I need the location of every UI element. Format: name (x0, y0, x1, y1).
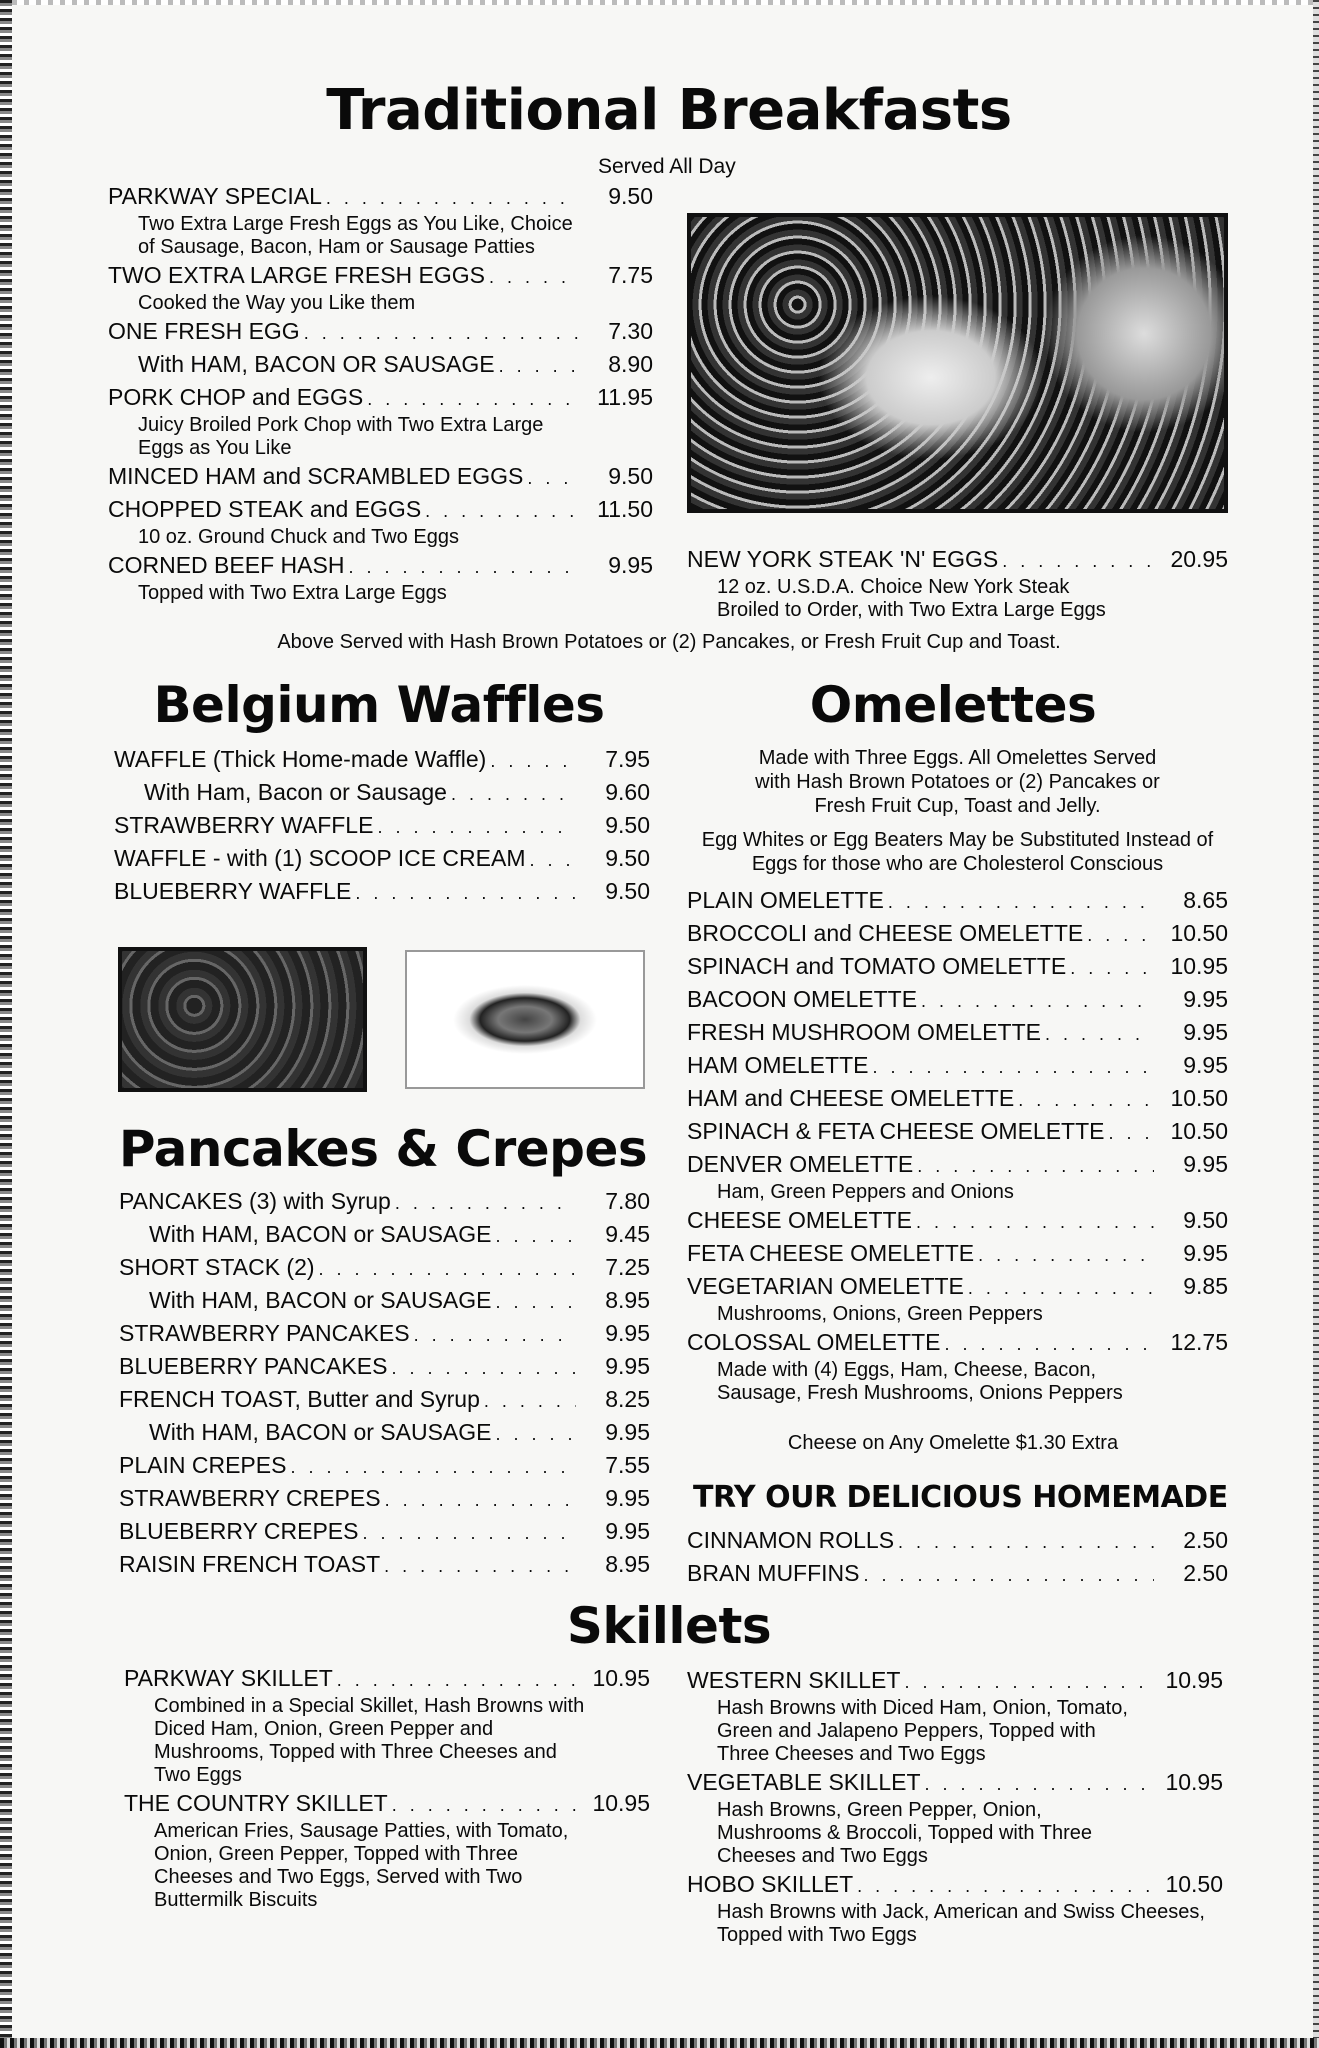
menu-item-name: HOBO SKILLET (687, 1871, 854, 1897)
dot-leader (925, 1768, 1149, 1801)
menu-item-price: 11.50 (597, 496, 653, 522)
menu-item-name: STRAWBERRY WAFFLE (114, 812, 374, 838)
omelettes-substitute-note: Eggs for those who are Cholesterol Conscious (751, 853, 1164, 875)
dot-leader (348, 551, 579, 584)
menu-item-price: 9.85 (1183, 1273, 1228, 1299)
menu-item (687, 1237, 1228, 1270)
menu-item-price: 9.50 (1183, 1207, 1228, 1233)
menu-item (119, 1317, 650, 1350)
menu-item-row (114, 809, 650, 842)
menu-item-price: 7.75 (608, 262, 653, 288)
menu-item (119, 1185, 650, 1218)
menu-item-price: 9.95 (605, 1485, 650, 1511)
menu-item-name: BLUEBERRY WAFFLE (114, 878, 352, 904)
menu-item (687, 1082, 1228, 1115)
dot-leader (484, 1385, 576, 1418)
menu-item-row (687, 1204, 1228, 1237)
menu-item-name: With HAM, BACON or SAUSAGE (149, 1287, 492, 1313)
menu-item-description: 12 oz. U.S.D.A. Choice New York Steak (717, 576, 1070, 598)
menu-item-name: DENVER OMELETTE (687, 1151, 914, 1177)
dot-leader (391, 1352, 576, 1385)
menu-item-name: SHORT STACK (2) (119, 1254, 315, 1280)
menu-item-price: 12.75 (1170, 1329, 1228, 1355)
menu-item-description: Hash Browns with Jack, American and Swiss Cheeses, (717, 1901, 1205, 1923)
omelettes-intro (687, 746, 1228, 876)
menu-item-description: Mushrooms, Topped with Three Cheeses and (154, 1741, 557, 1763)
menu-item-name: TWO EXTRA LARGE FRESH EGGS (108, 262, 486, 288)
menu-item-name: With HAM, BACON OR SAUSAGE (138, 351, 495, 377)
breakfasts-right-list (687, 543, 1228, 622)
menu-item-name: FRESH MUSHROOM OMELETTE (687, 1019, 1041, 1045)
menu-item (687, 1766, 1223, 1868)
menu-item (114, 776, 650, 809)
dot-leader (921, 985, 1154, 1018)
menu-item-row (114, 743, 650, 776)
menu-item-row (687, 1557, 1228, 1590)
menu-item-price: 9.95 (605, 1353, 650, 1379)
menu-item-row (124, 1662, 650, 1695)
menu-item-row (119, 1449, 650, 1482)
menu-item-price: 10.95 (1170, 953, 1228, 979)
menu-item-price: 10.95 (1165, 1769, 1223, 1795)
menu-item (687, 543, 1228, 622)
skillets-right-list (687, 1664, 1223, 1947)
dot-leader (857, 1870, 1149, 1903)
menu-item-name: NEW YORK STEAK 'N' EGGS (687, 546, 999, 572)
menu-item-name: ONE FRESH EGG (108, 318, 300, 344)
menu-item (119, 1515, 650, 1548)
menu-item-row (119, 1416, 650, 1449)
menu-item-price: 7.80 (605, 1188, 650, 1214)
menu-item-price: 9.95 (608, 552, 653, 578)
menu-item-name: FETA CHEESE OMELETTE (687, 1240, 975, 1266)
page-edge-top (0, 0, 1319, 5)
dot-leader (527, 462, 579, 495)
dot-leader (1002, 545, 1154, 578)
menu-item-row (687, 1868, 1223, 1901)
menu-item (687, 1049, 1228, 1082)
dot-leader (530, 844, 577, 877)
menu-item-row (687, 543, 1228, 576)
menu-item-description: Cheeses and Two Eggs (717, 1845, 928, 1867)
menu-item (119, 1251, 650, 1284)
menu-item (119, 1416, 650, 1449)
menu-item-description: Juicy Broiled Pork Chop with Two Extra Large (138, 414, 544, 436)
menu-item-name: STRAWBERRY PANCAKES (119, 1320, 410, 1346)
menu-item-description: Hash Browns with Diced Ham, Onion, Tomato, (717, 1697, 1128, 1719)
dot-leader (1045, 1018, 1154, 1051)
waffles-title: Belgium Waffles (153, 676, 605, 734)
menu-item-price: 2.50 (1183, 1527, 1228, 1553)
dot-leader (496, 1418, 576, 1451)
menu-item-row (687, 1766, 1223, 1799)
dot-leader (319, 1253, 576, 1286)
waffle-photo (118, 947, 367, 1092)
menu-item (108, 259, 653, 315)
menu-item-description: Combined in a Special Skillet, Hash Browns with (154, 1695, 585, 1717)
menu-item (119, 1548, 650, 1581)
menu-item-name: BRAN MUFFINS (687, 1560, 860, 1586)
menu-item-name: VEGETABLE SKILLET (687, 1769, 921, 1795)
dot-leader (1070, 952, 1154, 985)
menu-item (114, 809, 650, 842)
menu-item-name: WESTERN SKILLET (687, 1667, 901, 1693)
menu-item-price: 9.50 (605, 878, 650, 904)
menu-item-row (119, 1383, 650, 1416)
menu-item-price: 10.50 (1170, 920, 1228, 946)
menu-item-row (114, 776, 650, 809)
menu-item-name: SPINACH and TOMATO OMELETTE (687, 953, 1067, 979)
menu-item-price: 7.25 (605, 1254, 650, 1280)
menu-item-row (114, 842, 650, 875)
menu-item-description: Diced Ham, Onion, Green Pepper and (154, 1718, 494, 1740)
menu-item (124, 1662, 650, 1787)
menu-item (108, 460, 653, 493)
dot-leader (451, 778, 576, 811)
menu-item-row (687, 1016, 1228, 1049)
menu-item-name: FRENCH TOAST, Butter and Syrup (119, 1386, 480, 1412)
menu-item-description: Eggs as You Like (138, 437, 292, 459)
menu-item-price: 9.50 (608, 183, 653, 209)
dot-leader (490, 745, 576, 778)
menu-item-name: CINNAMON ROLLS (687, 1527, 895, 1553)
menu-item-price: 9.95 (1183, 1151, 1228, 1177)
dot-leader (1018, 1084, 1154, 1117)
dot-leader (917, 1150, 1154, 1183)
menu-item-row (108, 180, 653, 213)
menu-item-row (687, 917, 1228, 950)
menu-item-name: MINCED HAM and SCRAMBLED EGGS (108, 463, 524, 489)
menu-item-price: 9.50 (608, 463, 653, 489)
menu-item-price: 8.95 (605, 1551, 650, 1577)
menu-item (114, 875, 650, 908)
omelettes-cheese-note: Cheese on Any Omelette $1.30 Extra (787, 1432, 1119, 1454)
menu-item-price: 7.30 (608, 318, 653, 344)
breakfasts-title: Traditional Breakfasts (326, 78, 1012, 143)
dot-leader (864, 1559, 1155, 1592)
dot-leader (496, 1220, 576, 1253)
menu-item-name: PORK CHOP and EGGS (108, 384, 364, 410)
menu-item-row (119, 1251, 650, 1284)
dot-leader (304, 317, 579, 350)
menu-item-price: 10.50 (1165, 1871, 1223, 1897)
menu-item-price: 8.65 (1183, 887, 1228, 913)
menu-item (119, 1482, 650, 1515)
menu-item (687, 1557, 1228, 1590)
menu-item (687, 1270, 1228, 1326)
menu-item (687, 884, 1228, 917)
menu-item (114, 743, 650, 776)
dot-leader (367, 383, 579, 416)
omelettes-list (687, 884, 1228, 1405)
dot-leader (968, 1272, 1154, 1305)
menu-item (687, 950, 1228, 983)
menu-item (687, 1868, 1223, 1947)
omelettes-substitute-note: Egg Whites or Egg Beaters May be Substituted Instead of (701, 829, 1214, 851)
menu-item-price: 10.95 (1165, 1667, 1223, 1693)
menu-item-price: 10.50 (1170, 1118, 1228, 1144)
dot-leader (290, 1451, 576, 1484)
breakfasts-left-list (108, 180, 653, 605)
page-edge-left (0, 0, 12, 2048)
menu-item-description: Cooked the Way you Like them (138, 292, 416, 314)
menu-item (108, 381, 653, 460)
menu-item-description: Topped with Two Extra Large Eggs (138, 582, 447, 604)
menu-item-name: PLAIN CREPES (119, 1452, 287, 1478)
menu-item-description: Mushrooms & Broccoli, Topped with Three (717, 1822, 1092, 1844)
breakfasts-note: Above Served with Hash Brown Potatoes or (2) Pancakes, or Fresh Fruit Cup and Toast. (277, 631, 1061, 653)
menu-item-name: THE COUNTRY SKILLET (124, 1790, 388, 1816)
menu-item (687, 1326, 1228, 1405)
skillets-title: Skillets (566, 1597, 772, 1655)
omelettes-title: Omelettes (809, 676, 1097, 734)
menu-item-name: VEGETARIAN OMELETTE (687, 1273, 964, 1299)
menu-item-price: 9.50 (605, 812, 650, 838)
menu-item-row (119, 1482, 650, 1515)
menu-item-description: Buttermilk Biscuits (154, 1889, 318, 1911)
menu-item-name: SPINACH & FETA CHEESE OMELETTE (687, 1118, 1105, 1144)
menu-item-name: CHEESE OMELETTE (687, 1207, 912, 1233)
menu-item-name: PARKWAY SKILLET (124, 1665, 333, 1691)
dot-leader (355, 877, 576, 910)
menu-item-row (687, 884, 1228, 917)
dot-leader (377, 811, 576, 844)
menu-item-row (119, 1185, 650, 1218)
menu-item-price: 9.60 (605, 779, 650, 805)
menu-item-row (119, 1218, 650, 1251)
menu-item-row (119, 1317, 650, 1350)
menu-item-row (687, 1326, 1228, 1359)
homemade-list (687, 1524, 1228, 1590)
menu-item-row (119, 1284, 650, 1317)
menu-item-description: Ham, Green Peppers and Onions (717, 1181, 1014, 1203)
menu-item-description: Onion, Green Pepper, Topped with Three (154, 1843, 518, 1865)
dot-leader (385, 1484, 576, 1517)
menu-item (119, 1218, 650, 1251)
menu-item-price: 9.95 (1183, 1240, 1228, 1266)
menu-item-row (119, 1515, 650, 1548)
menu-item-price: 9.95 (605, 1518, 650, 1544)
menu-item-row (108, 348, 653, 381)
menu-item-price: 9.95 (605, 1419, 650, 1445)
menu-item (108, 315, 653, 348)
menu-item (687, 983, 1228, 1016)
menu-item-name: RAISIN FRENCH TOAST (119, 1551, 381, 1577)
menu-item (119, 1449, 650, 1482)
menu-item-description: Green and Jalapeno Peppers, Topped with (717, 1720, 1096, 1742)
menu-item-row (108, 549, 653, 582)
dot-leader (978, 1239, 1154, 1272)
menu-item-description: of Sausage, Bacon, Ham or Sausage Patties (138, 236, 535, 258)
menu-item-name: BACOON OMELETTE (687, 986, 918, 1012)
menu-item-name: With Ham, Bacon or Sausage (144, 779, 447, 805)
menu-item-row (687, 1237, 1228, 1270)
menu-item-row (108, 460, 653, 493)
menu-item-name: HAM OMELETTE (687, 1052, 869, 1078)
menu-item-description: Made with (4) Eggs, Ham, Cheese, Bacon, (717, 1359, 1097, 1381)
dot-leader (888, 886, 1154, 919)
menu-item (108, 348, 653, 381)
menu-item-description: Hash Browns, Green Pepper, Onion, (717, 1799, 1042, 1821)
menu-item-row (119, 1548, 650, 1581)
dot-leader (392, 1789, 576, 1822)
menu-item-description: Three Cheeses and Two Eggs (717, 1743, 986, 1765)
menu-item-row (687, 1270, 1228, 1303)
omelettes-intro-line: Fresh Fruit Cup, Toast and Jelly. (814, 795, 1101, 817)
menu-item (687, 917, 1228, 950)
menu-item-price: 9.95 (605, 1320, 650, 1346)
menu-item-price: 2.50 (1183, 1560, 1228, 1586)
menu-item-row (687, 1524, 1228, 1557)
menu-item-row (108, 315, 653, 348)
menu-item-price: 20.95 (1170, 546, 1228, 572)
pancakes-list (119, 1185, 650, 1581)
dot-leader (945, 1328, 1155, 1361)
dot-leader (384, 1550, 576, 1583)
pancake-photo (405, 950, 645, 1089)
dot-leader (499, 350, 579, 383)
menu-item-row (687, 983, 1228, 1016)
menu-item-price: 7.55 (605, 1452, 650, 1478)
homemade-title: TRY OUR DELICIOUS HOMEMADE (693, 1480, 1228, 1515)
menu-item-name: BLUEBERRY PANCAKES (119, 1353, 388, 1379)
menu-item-description: Two Extra Large Fresh Eggs as You Like, Choice (138, 213, 573, 235)
menu-item (124, 1787, 650, 1912)
breakfast-photo (687, 213, 1228, 513)
dot-leader (904, 1666, 1149, 1699)
menu-item-row (108, 259, 653, 292)
menu-item-name: PLAIN OMELETTE (687, 887, 884, 913)
menu-item-name: HAM and CHEESE OMELETTE (687, 1085, 1015, 1111)
dot-leader (1087, 919, 1154, 952)
menu-item-name: BLUEBERRY CREPES (119, 1518, 359, 1544)
menu-item-row (114, 875, 650, 908)
menu-item (108, 180, 653, 259)
menu-item (108, 549, 653, 605)
menu-item (119, 1284, 650, 1317)
dot-leader (496, 1286, 576, 1319)
menu-item-description: Sausage, Fresh Mushrooms, Onions Peppers (717, 1382, 1123, 1404)
dot-leader (395, 1187, 576, 1220)
menu-item-name: STRAWBERRY CREPES (119, 1485, 381, 1511)
omelettes-intro-line: with Hash Brown Potatoes or (2) Pancakes or (755, 771, 1160, 793)
menu-item-row (687, 950, 1228, 983)
dot-leader (337, 1664, 576, 1697)
menu-item (119, 1383, 650, 1416)
menu-item-row (687, 1664, 1223, 1697)
menu-item-description: Mushrooms, Onions, Green Peppers (717, 1303, 1043, 1325)
menu-item-row (687, 1148, 1228, 1181)
menu-item (687, 1115, 1228, 1148)
menu-item-row (108, 493, 653, 526)
menu-item (114, 842, 650, 875)
menu-item-name: COLOSSAL OMELETTE (687, 1329, 941, 1355)
menu-item-price: 10.95 (592, 1790, 650, 1816)
menu-item-name: CHOPPED STEAK and EGGS (108, 496, 422, 522)
menu-item (687, 1016, 1228, 1049)
menu-item-price: 11.95 (597, 384, 653, 410)
dot-leader (425, 495, 579, 528)
menu-item-row (124, 1787, 650, 1820)
menu-item-name: CORNED BEEF HASH (108, 552, 345, 578)
dot-leader (898, 1526, 1154, 1559)
menu-item-name: WAFFLE (Thick Home-made Waffle) (114, 746, 487, 772)
omelettes-intro-line: Made with Three Eggs. All Omelettes Served (758, 747, 1157, 769)
menu-item-description: Broiled to Order, with Two Extra Large Eggs (717, 599, 1106, 621)
menu-item-description: Cheeses and Two Eggs, Served with Two (154, 1866, 523, 1888)
page-edge-bottom (0, 2038, 1319, 2048)
menu-item-price: 9.95 (1183, 1019, 1228, 1045)
menu-item (687, 1664, 1223, 1766)
menu-item-price: 10.50 (1170, 1085, 1228, 1111)
dot-leader (414, 1319, 576, 1352)
menu-item-price: 8.90 (608, 351, 653, 377)
menu-item-description: 10 oz. Ground Chuck and Two Eggs (138, 526, 459, 548)
menu-item-price: 8.25 (605, 1386, 650, 1412)
menu-item-description: Two Eggs (154, 1764, 242, 1786)
skillets-left-list (124, 1662, 650, 1912)
menu-item (108, 493, 653, 549)
menu-item-price: 9.95 (1183, 986, 1228, 1012)
menu-item (687, 1524, 1228, 1557)
waffles-list (114, 743, 650, 908)
menu-item-description: American Fries, Sausage Patties, with Tomato, (154, 1820, 569, 1842)
menu-item-name: With HAM, BACON or SAUSAGE (149, 1419, 492, 1445)
pancakes-title: Pancakes & Crepes (118, 1120, 648, 1178)
menu-item (687, 1204, 1228, 1237)
menu-item-description: Topped with Two Eggs (717, 1924, 917, 1946)
menu-item-row (687, 1082, 1228, 1115)
dot-leader (362, 1517, 576, 1550)
menu-item (687, 1148, 1228, 1204)
menu-item-price: 8.95 (605, 1287, 650, 1313)
menu-item-row (108, 381, 653, 414)
menu-item (119, 1350, 650, 1383)
dot-leader (489, 261, 579, 294)
dot-leader (326, 182, 579, 215)
menu-item-row (687, 1115, 1228, 1148)
dot-leader (1109, 1117, 1155, 1150)
menu-item-price: 7.95 (605, 746, 650, 772)
menu-item-name: With HAM, BACON or SAUSAGE (149, 1221, 492, 1247)
menu-item-name: PARKWAY SPECIAL (108, 183, 322, 209)
menu-item-name: PANCAKES (3) with Syrup (119, 1188, 391, 1214)
menu-item-price: 10.95 (592, 1665, 650, 1691)
page-edge-right (1313, 0, 1319, 2048)
menu-item-price: 9.50 (605, 845, 650, 871)
menu-item-row (119, 1350, 650, 1383)
menu-item-name: BROCCOLI and CHEESE OMELETTE (687, 920, 1084, 946)
dot-leader (872, 1051, 1154, 1084)
dot-leader (916, 1206, 1154, 1239)
menu-item-price: 9.45 (605, 1221, 650, 1247)
menu-item-price: 9.95 (1183, 1052, 1228, 1078)
breakfasts-subtitle: Served All Day (598, 155, 736, 178)
menu-item-name: WAFFLE - with (1) SCOOP ICE CREAM (114, 845, 526, 871)
menu-item-row (687, 1049, 1228, 1082)
